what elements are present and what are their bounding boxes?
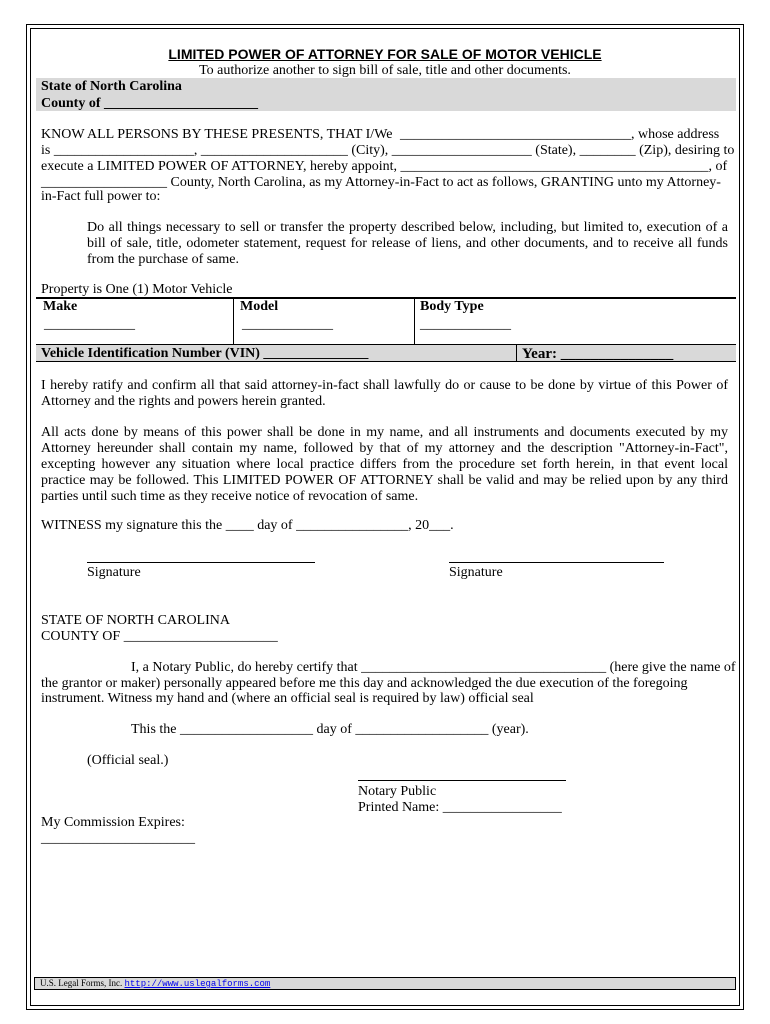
official-seal: (Official seal.) [87, 753, 169, 768]
signature-label-left: Signature [87, 565, 141, 580]
footer-link[interactable]: http://www.uslegalforms.com [124, 979, 271, 989]
commission-expires-label: My Commission Expires: [41, 815, 185, 830]
witness-line: WITNESS my signature this the ____ day of ________________, 20___. [41, 518, 454, 533]
model-blank: _____________ [242, 317, 333, 332]
table-top-rule [36, 297, 736, 299]
year-label: Year: _______________ [522, 346, 674, 362]
vin-label: Vehicle Identification Number (VIN) _______________ [41, 346, 369, 361]
signature-label-right: Signature [449, 565, 503, 580]
header-state: State of North Carolina [41, 79, 182, 94]
acts-paragraph: All acts done by means of this power shall be done in my name, and all instruments and documents executed by my Attorney hereunder shall contain my name, followed by that of my attorney and the description "Attorney-in-Fact", excepting however any situation where local practice differs from the procedure set forth herein, in that event local practice may be followed. This LIMITED POWER OF ATTORNEY shall be valid and may be relied upon by any third parties until such time as they receive notice of revocation of same. [41, 425, 728, 504]
intro-line-1-blank: _________________________________, whose address [400, 127, 720, 142]
certify-line-3: instrument. Witness my hand and (where an official seal is required by law) official seal [41, 691, 534, 706]
vin-year-divider [516, 344, 517, 362]
make-blank: _____________ [44, 317, 135, 332]
document-subtitle: To authorize another to sign bill of sale, title and other documents. [199, 63, 571, 78]
model-label: Model [240, 299, 279, 314]
printed-name-label: Printed Name: _________________ [358, 800, 562, 815]
body-type-label: Body Type [420, 299, 484, 314]
notary-signature-line [358, 780, 566, 781]
notary-county: COUNTY OF ______________________ [41, 629, 278, 644]
ratify-paragraph: I hereby ratify and confirm all that said attorney-in-fact shall lawfully do or cause to be done by virtue of this Power of Attorney and the rights and powers herein granted. [41, 378, 728, 409]
intro-line-5: in-Fact full power to: [41, 189, 161, 204]
intro-line-1: KNOW ALL PERSONS BY THESE PRESENTS, THAT I/We [41, 127, 393, 142]
table-col-divider-2 [414, 298, 415, 344]
header-county: County of ______________________ [41, 96, 259, 111]
certify-line-2: the grantor or maker) personally appeared before me this day and acknowledged the due execution of the foregoing [41, 676, 688, 691]
notary-state: STATE OF NORTH CAROLINA [41, 613, 230, 628]
intro-line-2: is ____________________, _____________________ (City), ____________________ (State), ________ (Zip), desiring to [41, 143, 735, 158]
certify-line-1: I, a Notary Public, do hereby certify that ___________________________________ (here give the name of [131, 660, 736, 675]
property-label: Property is One (1) Motor Vehicle [41, 282, 233, 297]
table-col-divider-1 [233, 298, 234, 344]
footer-company: U.S. Legal Forms, Inc. [40, 978, 123, 988]
footer-bar [34, 977, 736, 990]
body-type-blank: _____________ [420, 317, 511, 332]
make-label: Make [43, 299, 78, 314]
document-title: LIMITED POWER OF ATTORNEY FOR SALE OF MOTOR VEHICLE [168, 46, 602, 62]
commission-expires-blank: ______________________ [41, 831, 195, 846]
signature-line-left [87, 562, 315, 563]
this-the-line: This the ___________________ day of ___________________ (year). [131, 722, 529, 737]
powers-paragraph: Do all things necessary to sell or transfer the property described below, including, but limited to, execution of a bill of sale, title, odometer statement, request for release of liens, and other documents, and to receive all funds from the purchase of same. [87, 220, 728, 267]
intro-line-3: execute a LIMITED POWER OF ATTORNEY, hereby appoint, ____________________________________________, of [41, 159, 728, 174]
intro-line-4: __________________ County, North Carolina, as my Attorney-in-Fact to act as follows, GRANTING unto my Attorney- [41, 175, 721, 190]
table-bottom-rule [36, 361, 736, 362]
signature-line-right [449, 562, 664, 563]
notary-public-label: Notary Public [358, 784, 437, 799]
